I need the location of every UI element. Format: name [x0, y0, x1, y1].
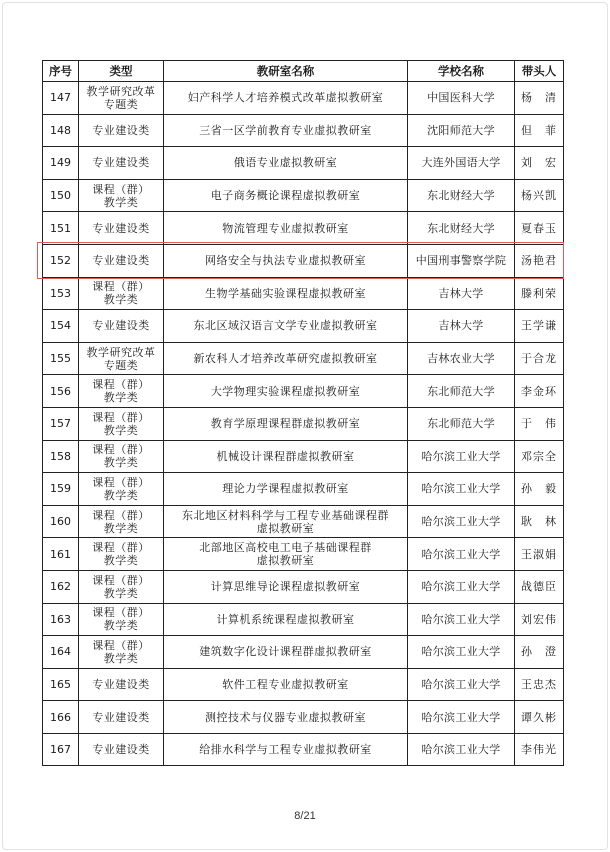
- cell-leader: 于 伟: [515, 407, 564, 440]
- cell-leader: 战德臣: [515, 570, 564, 603]
- cell-type: 教学研究改革 专题类: [79, 82, 164, 115]
- cell-room-name: 东北区域汉语言文学专业虚拟教研室: [164, 310, 408, 343]
- cell-number: 148: [43, 114, 79, 147]
- cell-school: 东北师范大学: [408, 407, 515, 440]
- table-row: [43, 603, 564, 636]
- cell-room-name: 生物学基础实验课程虚拟教研室: [164, 277, 408, 310]
- cell-leader: 邓宗全: [515, 440, 564, 473]
- cell-number: 155: [43, 342, 79, 375]
- cell-number: 160: [43, 505, 79, 538]
- cell-leader: 刘 宏: [515, 147, 564, 180]
- table-row: [43, 407, 564, 440]
- cell-number: 147: [43, 82, 79, 115]
- cell-room-name: 计算机系统课程虚拟教研室: [164, 603, 408, 636]
- cell-type: 课程（群） 教学类: [79, 636, 164, 669]
- header-room-name: 教研室名称: [164, 61, 408, 82]
- cell-type: 专业建设类: [79, 212, 164, 245]
- table-row: [43, 147, 564, 180]
- cell-school: 东北师范大学: [408, 375, 515, 408]
- cell-school: 吉林大学: [408, 310, 515, 343]
- cell-room-name: 理论力学课程虚拟教研室: [164, 473, 408, 506]
- cell-type: 课程（群） 教学类: [79, 603, 164, 636]
- cell-school: 哈尔滨工业大学: [408, 538, 515, 571]
- cell-leader: 王淑娟: [515, 538, 564, 571]
- cell-school: 吉林农业大学: [408, 342, 515, 375]
- cell-school: 东北财经大学: [408, 212, 515, 245]
- cell-room-name: 妇产科学人才培养模式改革虚拟教研室: [164, 82, 408, 115]
- cell-school: 沈阳师范大学: [408, 114, 515, 147]
- cell-type: 专业建设类: [79, 701, 164, 734]
- cell-type: 专业建设类: [79, 733, 164, 766]
- cell-school: 哈尔滨工业大学: [408, 701, 515, 734]
- cell-type: 课程（群） 教学类: [79, 473, 164, 506]
- cell-room-name: 测控技术与仪器专业虚拟教研室: [164, 701, 408, 734]
- cell-school: 中国刑事警察学院: [408, 244, 515, 277]
- cell-number: 158: [43, 440, 79, 473]
- cell-leader: 夏春玉: [515, 212, 564, 245]
- cell-leader: 谭久彬: [515, 701, 564, 734]
- header-type: 类型: [79, 61, 164, 82]
- table-row: [43, 82, 564, 115]
- table-row: [43, 701, 564, 734]
- cell-room-name: 大学物理实验课程虚拟教研室: [164, 375, 408, 408]
- cell-number: 162: [43, 570, 79, 603]
- cell-type: 课程（群） 教学类: [79, 179, 164, 212]
- cell-room-name: 三省一区学前教育专业虚拟教研室: [164, 114, 408, 147]
- cell-type: 专业建设类: [79, 114, 164, 147]
- cell-type: 课程（群） 教学类: [79, 277, 164, 310]
- cell-type: 课程（群） 教学类: [79, 375, 164, 408]
- table-row: [43, 440, 564, 473]
- table-header-row: [43, 61, 564, 82]
- cell-school: 哈尔滨工业大学: [408, 505, 515, 538]
- cell-leader: 汤艳君: [515, 244, 564, 277]
- cell-room-name: 给排水科学与工程专业虚拟教研室: [164, 733, 408, 766]
- cell-room-name: 机械设计课程群虚拟教研室: [164, 440, 408, 473]
- cell-leader: 于合龙: [515, 342, 564, 375]
- table-row: [43, 277, 564, 310]
- cell-room-name: 北部地区高校电工电子基础课程群 虚拟教研室: [164, 538, 408, 571]
- cell-type: 课程（群） 教学类: [79, 505, 164, 538]
- table-row: [43, 310, 564, 343]
- cell-leader: 王学谦: [515, 310, 564, 343]
- cell-school: 大连外国语大学: [408, 147, 515, 180]
- cell-school: 吉林大学: [408, 277, 515, 310]
- cell-room-name: 建筑数字化设计课程群虚拟教研室: [164, 636, 408, 669]
- cell-room-name: 电子商务概论课程虚拟教研室: [164, 179, 408, 212]
- table-row: [43, 505, 564, 538]
- virtual-teaching-room-table: [42, 60, 564, 766]
- cell-school: 中国医科大学: [408, 82, 515, 115]
- cell-number: 154: [43, 310, 79, 343]
- cell-type: 专业建设类: [79, 668, 164, 701]
- table-row: [43, 114, 564, 147]
- cell-school: 哈尔滨工业大学: [408, 570, 515, 603]
- cell-number: 161: [43, 538, 79, 571]
- cell-room-name: 新农科人才培养改革研究虚拟教研室: [164, 342, 408, 375]
- cell-school: 哈尔滨工业大学: [408, 603, 515, 636]
- cell-leader: 李金环: [515, 375, 564, 408]
- cell-number: 163: [43, 603, 79, 636]
- cell-number: 167: [43, 733, 79, 766]
- cell-type: 专业建设类: [79, 244, 164, 277]
- cell-type: 课程（群） 教学类: [79, 440, 164, 473]
- cell-number: 164: [43, 636, 79, 669]
- cell-school: 哈尔滨工业大学: [408, 636, 515, 669]
- highlight-box: [37, 242, 564, 279]
- cell-room-name: 计算思维导论课程虚拟教研室: [164, 570, 408, 603]
- cell-room-name: 俄语专业虚拟教研室: [164, 147, 408, 180]
- cell-room-name: 物流管理专业虚拟教研室: [164, 212, 408, 245]
- header-leader: 带头人: [515, 61, 564, 82]
- cell-type: 课程（群） 教学类: [79, 538, 164, 571]
- header-number: 序号: [43, 61, 79, 82]
- cell-number: 152: [43, 244, 79, 277]
- cell-number: 165: [43, 668, 79, 701]
- table-row: [43, 342, 564, 375]
- cell-leader: 王忠杰: [515, 668, 564, 701]
- cell-type: 专业建设类: [79, 147, 164, 180]
- cell-type: 课程（群） 教学类: [79, 570, 164, 603]
- cell-leader: 耿 林: [515, 505, 564, 538]
- cell-room-name: 教育学原理课程群虚拟教研室: [164, 407, 408, 440]
- cell-leader: 滕利荣: [515, 277, 564, 310]
- table-row: [43, 375, 564, 408]
- cell-number: 156: [43, 375, 79, 408]
- cell-number: 159: [43, 473, 79, 506]
- cell-number: 149: [43, 147, 79, 180]
- cell-number: 150: [43, 179, 79, 212]
- cell-room-name: 软件工程专业虚拟教研室: [164, 668, 408, 701]
- cell-room-name: 东北地区材料科学与工程专业基础课程群 虚拟教研室: [164, 505, 408, 538]
- cell-school: 哈尔滨工业大学: [408, 440, 515, 473]
- cell-leader: 孙 毅: [515, 473, 564, 506]
- table-row: [43, 733, 564, 766]
- table-row: [43, 636, 564, 669]
- page-number: 8/21: [294, 810, 316, 822]
- cell-number: 157: [43, 407, 79, 440]
- cell-room-name: 网络安全与执法专业虚拟教研室: [164, 244, 408, 277]
- cell-number: 151: [43, 212, 79, 245]
- cell-type: 专业建设类: [79, 310, 164, 343]
- cell-school: 哈尔滨工业大学: [408, 668, 515, 701]
- cell-leader: 杨 清: [515, 82, 564, 115]
- cell-type: 课程（群） 教学类: [79, 407, 164, 440]
- header-school: 学校名称: [408, 61, 515, 82]
- cell-leader: 但 菲: [515, 114, 564, 147]
- table-row: [43, 570, 564, 603]
- table-row: [43, 538, 564, 571]
- cell-number: 166: [43, 701, 79, 734]
- cell-leader: 刘宏伟: [515, 603, 564, 636]
- cell-leader: 李伟光: [515, 733, 564, 766]
- table-row: [43, 212, 564, 245]
- cell-leader: 孙 澄: [515, 636, 564, 669]
- table-row: [43, 668, 564, 701]
- cell-number: 153: [43, 277, 79, 310]
- cell-school: 东北财经大学: [408, 179, 515, 212]
- table-row: [43, 179, 564, 212]
- cell-type: 教学研究改革 专题类: [79, 342, 164, 375]
- table-row: [43, 473, 564, 506]
- cell-leader: 杨兴凯: [515, 179, 564, 212]
- cell-school: 哈尔滨工业大学: [408, 473, 515, 506]
- cell-school: 哈尔滨工业大学: [408, 733, 515, 766]
